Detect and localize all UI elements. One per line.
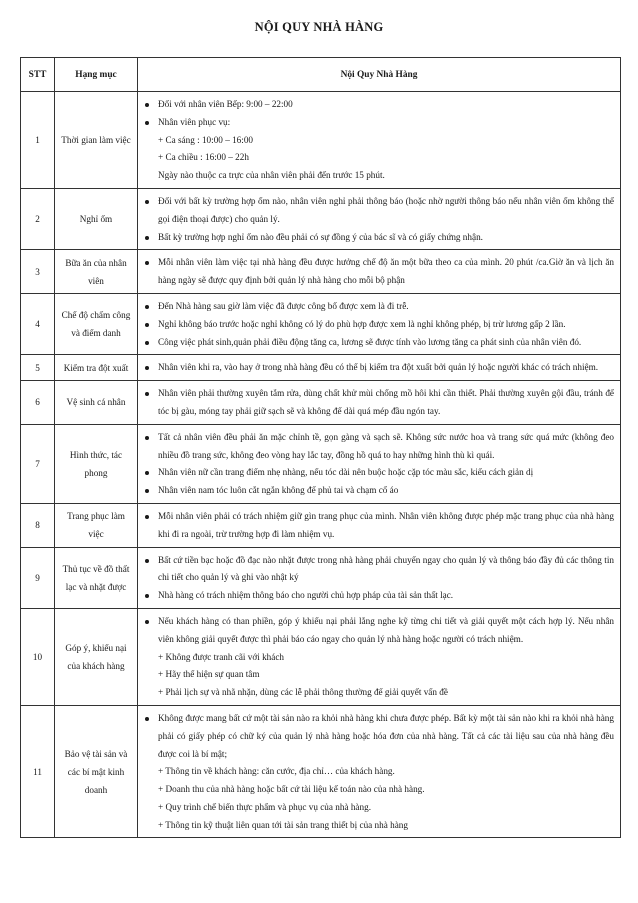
bullet-item: Đối với bất kỳ trường hợp ốm nào, nhân viên nghỉ phải thông báo (hoặc nhờ người thông báo nếu nhân viên ốm không thể gọi điện thoại được) cho quản lý. [144, 193, 614, 229]
row-content [138, 547, 621, 608]
row-number: 2 [21, 188, 55, 249]
row-category: Kiểm tra đột xuất [55, 355, 138, 381]
bullet-item: Nếu khách hàng có than phiền, góp ý khiếu nại phải lắng nghe kỹ từng chi tiết và giải quyết một cách hợp lý. Nếu nhân viên không giải quyết được thì phải báo cáo ngay cho quản lý nhà hàng hoặc người có trách nhiệm. [144, 613, 614, 649]
bullet-item: Nhân viên nữ cần trang điểm nhẹ nhàng, nếu tóc dài nên buộc hoặc cặp tóc màu sắc, kiểu cách giản dị [144, 464, 614, 482]
bullet-item: Mỗi nhân viên làm việc tại nhà hàng đều được hưởng chế độ ăn một bữa theo ca của mình. 20 phút /ca.Giờ ăn và lịch ăn hàng ngày sẽ được quy định bởi quản lý nhà hàng cho mỗi bộ phận [144, 254, 614, 290]
bullet-item: Công việc phát sinh,quản phải điều động tăng ca, lương sẽ được tính vào lương tăng ca phát sinh của nhân viên đó. [144, 334, 614, 352]
row-number: 9 [21, 547, 55, 608]
bullet-item: Nhân viên khi ra, vào hay ở trong nhà hàng đều có thể bị kiểm tra đột xuất bởi quản lý hoặc người khác có trách nhiệm. [144, 359, 614, 377]
row-category: Nghỉ ốm [55, 188, 138, 249]
row-number: 10 [21, 608, 55, 705]
row-content [138, 503, 621, 547]
row-number: 6 [21, 381, 55, 425]
sub-item: + Hãy thể hiện sự quan tâm [158, 669, 260, 680]
sub-item: Ngày nào thuộc ca trực của nhân viên phải đến trước 15 phút. [158, 170, 385, 181]
row-number: 1 [21, 92, 55, 189]
table-row [21, 250, 621, 294]
row-category: Hình thức, tác phong [55, 424, 138, 503]
row-content [138, 188, 621, 249]
sub-item: + Phải lịch sự và nhã nhặn, dùng các lễ phải thông thường để giải quyết vấn đề [158, 687, 448, 698]
table-row [21, 608, 621, 705]
row-category: Chế độ chấm công và điểm danh [55, 293, 138, 354]
table-row [21, 293, 621, 354]
bullet-item: Đến Nhà hàng sau giờ làm việc đã được công bố được xem là đi trễ. [144, 298, 614, 316]
table-row [21, 355, 621, 381]
row-number: 4 [21, 293, 55, 354]
row-number: 7 [21, 424, 55, 503]
sub-item: + Thông tin về khách hàng: căn cước, địa chỉ… của khách hàng. [158, 766, 395, 777]
sub-item: + Không được tranh cãi với khách [158, 651, 285, 662]
rules-table [20, 57, 621, 838]
row-content [138, 250, 621, 294]
row-category: Góp ý, khiếu nại của khách hàng [55, 608, 138, 705]
header-category: Hạng mục [55, 58, 138, 92]
row-number: 11 [21, 705, 55, 838]
bullet-item: Không được mang bất cứ một tài sản nào ra khỏi nhà hàng khi chưa được phép. Bất kỳ một tài sản nào khi ra khỏi nhà hàng phải có giấy phép có chữ ký của quản lý nhà hàng hoặc hóa đơn của nhà hàng. Tất cả các tài liệu sau của nhà hàng đều được coi là bí mật; [144, 710, 614, 763]
sub-item: + Doanh thu của nhà hàng hoặc bất cứ tài liệu kế toán nào của nhà hàng. [158, 784, 425, 795]
row-category: Trang phục làm việc [55, 503, 138, 547]
bullet-item: Mỗi nhân viên phải có trách nhiệm giữ gìn trang phục của mình. Nhân viên không được phép mặc trang phục của nhà hàng khi đi ra ngoài, trừ trường hợp đi làm nhiệm vụ. [144, 508, 614, 544]
row-category: Bảo vệ tài sản và các bí mật kinh doanh [55, 705, 138, 838]
bullet-item: Bất cứ tiền bạc hoặc đồ đạc nào nhặt được trong nhà hàng phải chuyển ngay cho quản lý và thông báo đầy đủ các thông tin chi tiết cho quản lý và ghi vào nhật ký [144, 552, 614, 588]
row-number: 8 [21, 503, 55, 547]
row-category: Thủ tục về đồ thất lạc và nhặt được [55, 547, 138, 608]
table-row [21, 188, 621, 249]
row-content [138, 608, 621, 705]
row-content [138, 381, 621, 425]
table-row [21, 424, 621, 503]
row-number: 5 [21, 355, 55, 381]
row-category: Vệ sinh cá nhân [55, 381, 138, 425]
row-category: Thời gian làm việc [55, 92, 138, 189]
table-row [21, 381, 621, 425]
sub-item: + Ca sáng : 10:00 – 16:00 [158, 134, 254, 145]
bullet-item: Nhân viên phục vụ: [144, 114, 614, 132]
document-title: NỘI QUY NHÀ HÀNG [254, 20, 384, 34]
bullet-item: Nhà hàng có trách nhiệm thông báo cho người chủ hợp pháp của tài sản thất lạc. [144, 587, 614, 605]
row-content [138, 424, 621, 503]
table-row [21, 705, 621, 838]
bullet-item: Đối với nhân viên Bếp: 9:00 – 22:00 [144, 96, 614, 114]
sub-item: + Ca chiều : 16:00 – 22h [158, 152, 249, 163]
row-content [138, 92, 621, 189]
bullet-item: Nghỉ không báo trước hoặc nghỉ không có lý do phù hợp được xem là nghỉ không phép, bị trừ lương gấp 2 lần. [144, 316, 614, 334]
row-content [138, 705, 621, 838]
table-row [21, 547, 621, 608]
row-content [138, 355, 621, 381]
bullet-item: Tất cả nhân viên đều phải ăn mặc chỉnh tề, gọn gàng và sạch sẽ. Không sức nước hoa và trang sức quá mức (không đeo nhiều đồ trang sức, không đeo vòng hay lắc tay, đồng hồ quá to hay những hình thù kì quái. [144, 429, 614, 465]
table-row [21, 92, 621, 189]
header-stt: STT [21, 58, 55, 92]
rules-table-body [21, 92, 621, 838]
row-content [138, 293, 621, 354]
sub-item: + Thông tin kỹ thuật liên quan tới tài sản trang thiết bị của nhà hàng [158, 819, 408, 830]
row-number: 3 [21, 250, 55, 294]
table-row [21, 503, 621, 547]
table-header-row [21, 58, 621, 92]
sub-item: + Quy trình chế biến thực phẩm và phục vụ của nhà hàng. [158, 801, 371, 812]
bullet-item: Nhân viên phải thường xuyên tắm rửa, dùng chất khử mùi chống mồ hôi khi cần thiết. Phải thường xuyên gội đầu, tránh để tóc bị gàu, móng tay phải giữ sạch sẽ và không để dài quá mép đầu ngón tay. [144, 385, 614, 421]
header-content: Nội Quy Nhà Hàng [138, 58, 621, 92]
bullet-item: Bất kỳ trường hợp nghỉ ốm nào đều phải có sự đồng ý của bác sĩ và có giấy chứng nhận. [144, 229, 614, 247]
bullet-item: Nhân viên nam tóc luôn cắt ngắn không để phủ tai và chạm cổ áo [144, 482, 614, 500]
row-category: Bữa ăn của nhân viên [55, 250, 138, 294]
